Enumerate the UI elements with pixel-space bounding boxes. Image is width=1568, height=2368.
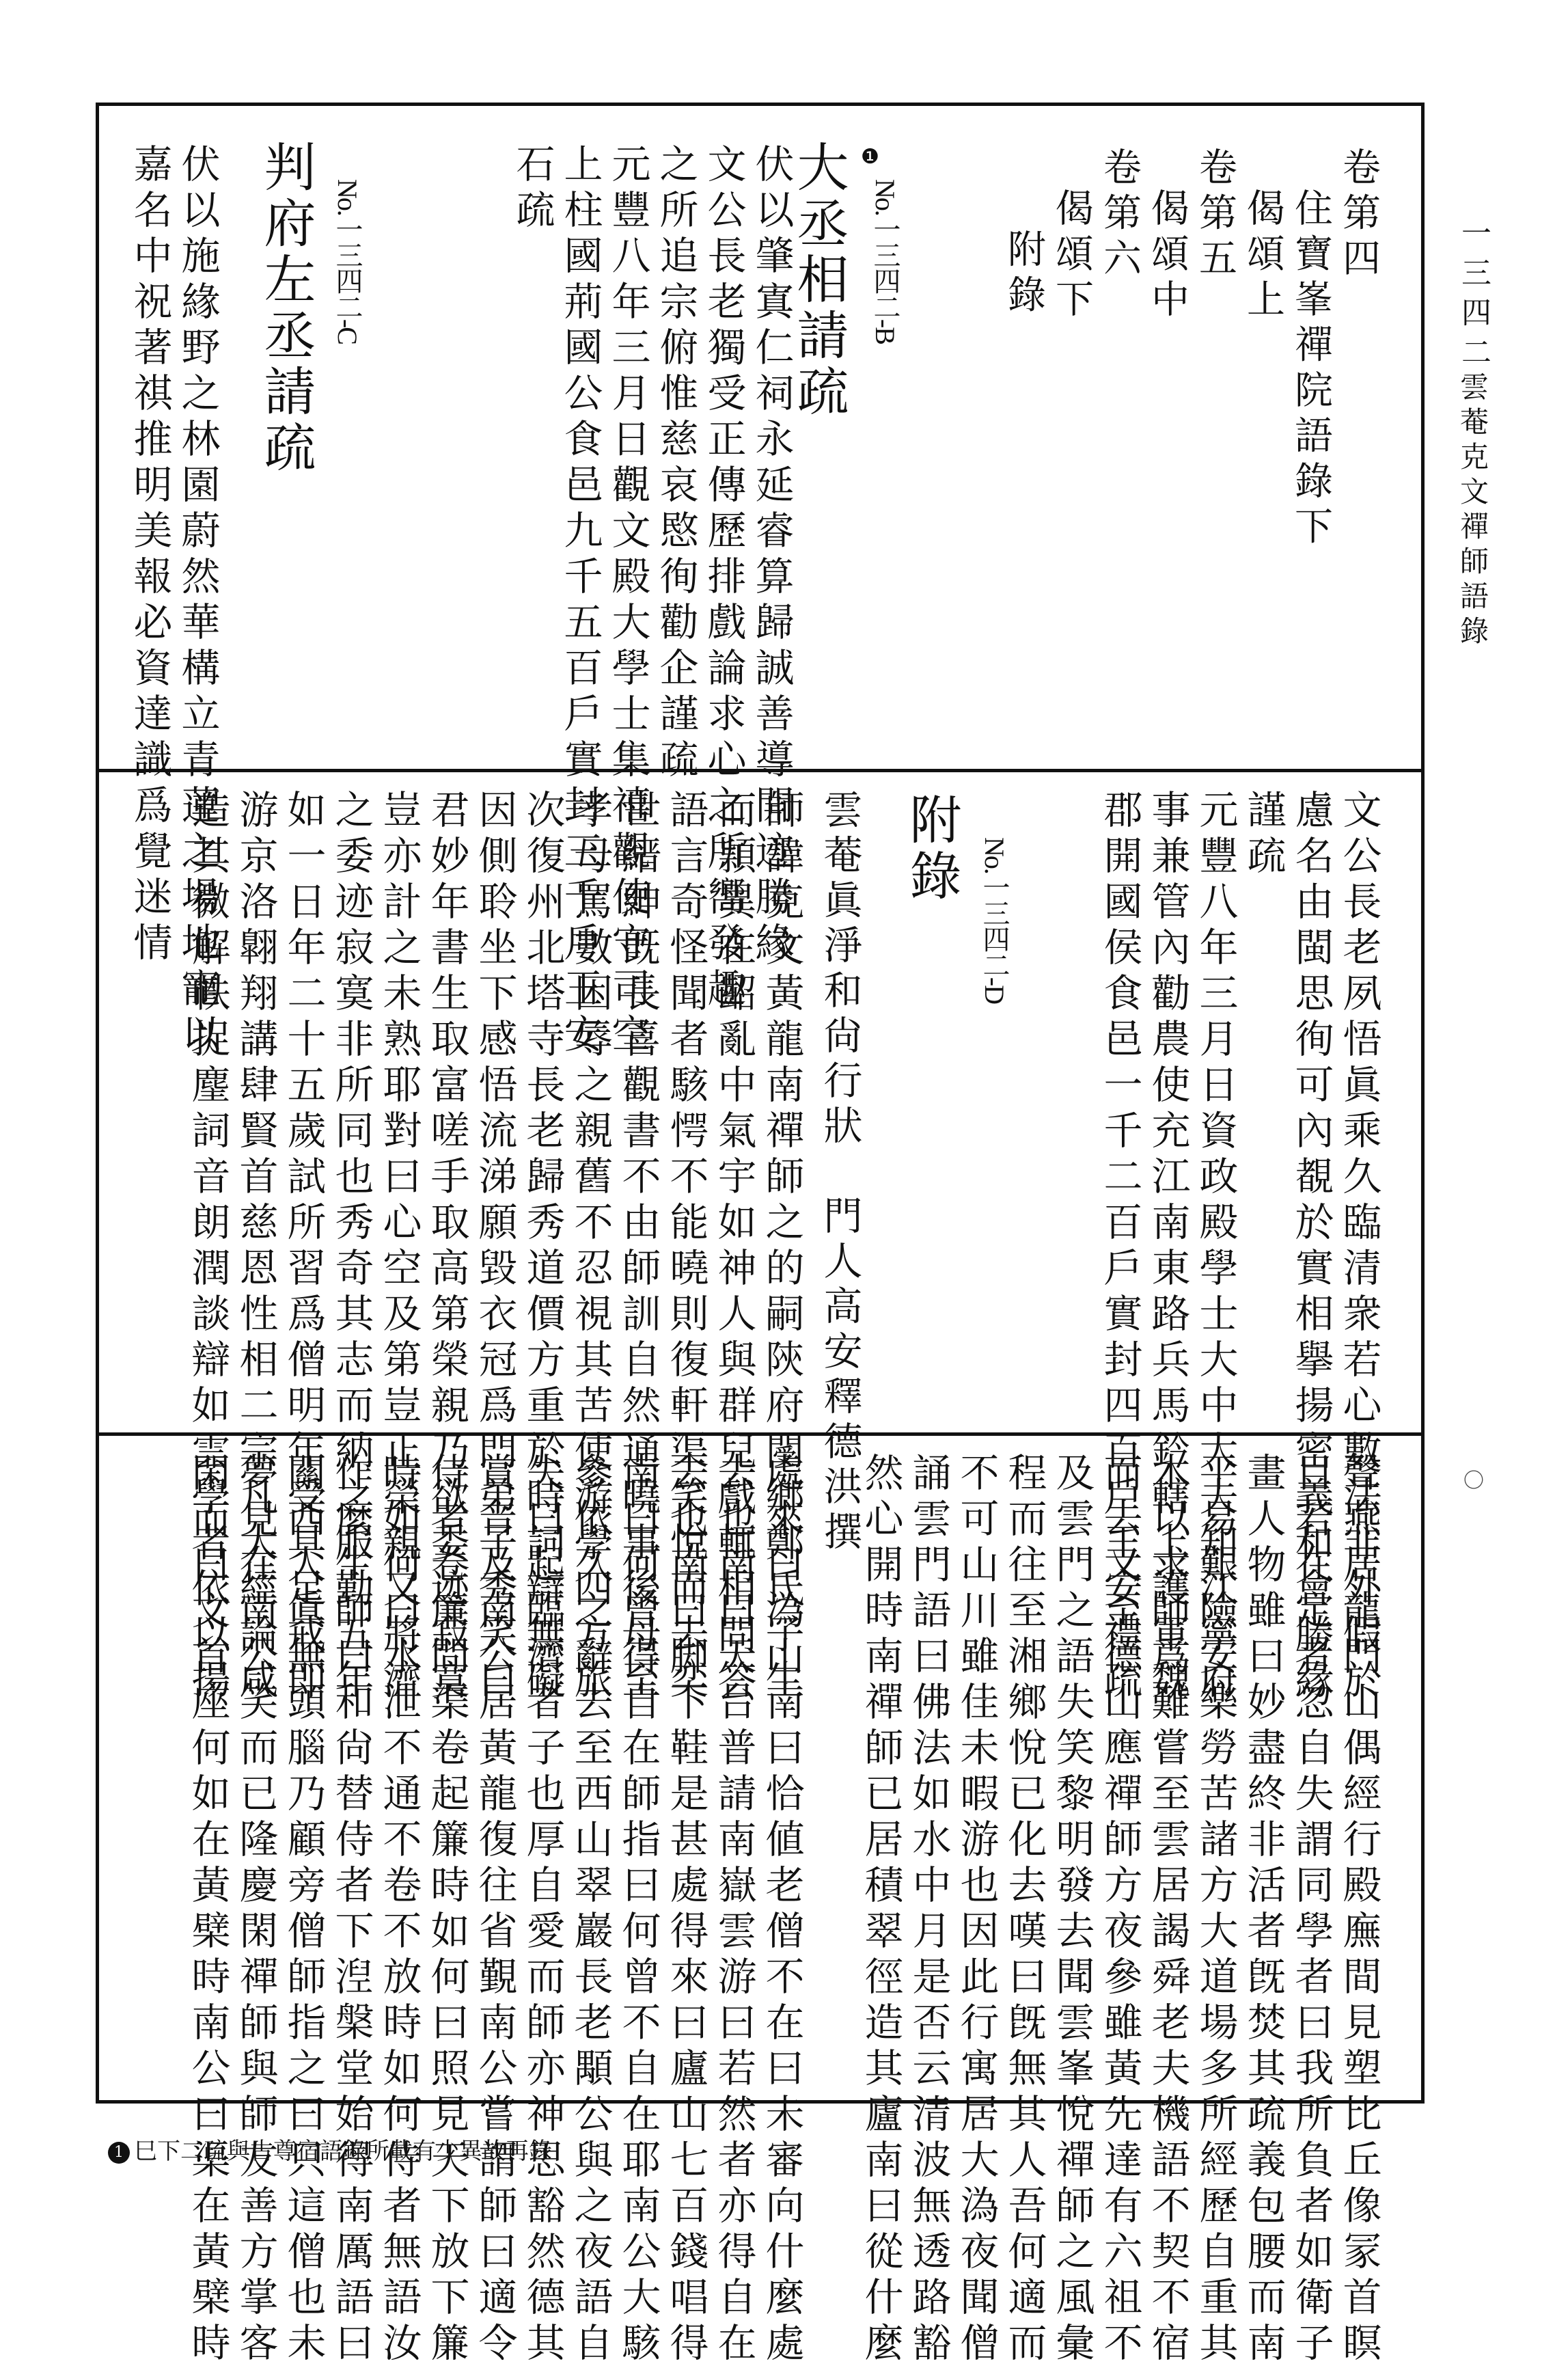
registration-number: No.一三四二-D	[979, 837, 1010, 1004]
text-line: 參依久之辭去至西山翠巖長老顒公與之夜語自	[568, 1452, 613, 2368]
text-line: 作麼生師曰和尙替侍者下湼槃堂始得南厲語曰	[329, 1452, 374, 2368]
text-line: 聲燕居龍門山偶經行殿廡間見塑比丘像冡首瞑	[1336, 1452, 1381, 2368]
text-line: 而去又至德山應禪師方夜參雖黃先達有六祖不	[1097, 1452, 1142, 2368]
text-line: 游京洛翺翔講肆賢首慈恩性相二宗凡大經論咸	[233, 789, 278, 1705]
text-line: 程而往至湘鄉悅已化去嘆曰旣無其人吾何適而	[1002, 1452, 1047, 2368]
text-line: 郡開國侯食邑一千二百戶實封四百戶王安禮疏	[1097, 789, 1142, 1705]
text-line: 元豐八年三月日資政殿學士大中大夫知江寧府	[1193, 789, 1238, 1705]
text-line: 如一日年二十五歲試所習爲僧明年受具足戒即	[281, 789, 326, 1705]
text-line: 時如何曰水泄不通不卷不放時如何侍者無語汝	[376, 1452, 422, 2368]
toc-item: 附錄	[1002, 229, 1046, 320]
text-line: 文公長老獨受正傳歷排戲論求心之所嚮發趣	[701, 144, 746, 1013]
registration-number: No.一三四二-B	[870, 179, 900, 344]
text-line: 伏以施緣野之林園蔚然華構立青蓮之場地寵以	[175, 144, 220, 1059]
text-line: 不可山川雖佳未暇游也因此行寓居大溈夜聞僧	[954, 1452, 999, 2368]
section-title: 判府左丞請疏	[256, 140, 316, 476]
text-line: 謹疏	[1241, 789, 1286, 881]
text-line: 而頴異在齠亂中氣宇如神人與群兒戲輒相問答	[711, 789, 756, 1705]
text-line: 世縉紳旣長喜觀書不由師訓自然通曉事後母至	[616, 789, 661, 1705]
text-line: 師諱克文黃龍南禪師之的嗣陝府閿鄉鄭氏子生	[759, 789, 804, 1705]
toc-item: 卷第六	[1097, 147, 1142, 284]
subtitle: 雲菴眞淨和尙行狀 門人高安釋德洪撰	[817, 789, 862, 1556]
text-line: 君妙年書生取富嗟手取高第榮親乃欲委迹寂寞	[424, 789, 469, 1705]
text-line: 文公長老夙悟眞乘久臨清衆若心數法非外假於	[1336, 789, 1381, 1705]
text-line: 因側聆坐下感悟流涕願毀衣冠爲門弟子秀笑曰	[472, 789, 517, 1705]
text-line: 木以求師爲難嘗至雲居謁舜老夫機語不契不宿	[1145, 1452, 1190, 2368]
text-line: 之所追宗俯惟慈哀愍徇勸企謹疏	[653, 144, 698, 785]
footnote	[108, 2132, 552, 2166]
page-number: 一三四二	[1456, 217, 1491, 376]
toc-item: 偈頌中	[1145, 188, 1189, 325]
text-line: 石疏	[510, 144, 555, 235]
side-mark: 〇	[1459, 1469, 1483, 1490]
text-line: 關西人眞無頭腦乃顧旁僧師指之曰只這僧也未	[281, 1452, 326, 2368]
text-line: 平易艱險安樂勞苦諸方大道場多所經歷自重其	[1193, 1452, 1238, 2368]
text-line: 目若在定者忽自失謂同學者曰我所負者如衛子	[1289, 1452, 1334, 2368]
text-line: 賞音及南公居黃龍復往省覲南公嘗謂師曰適令	[472, 1452, 517, 2368]
text-line: 語言奇怪聞者駭愕不能曉則復軒渠笑悅而去奕	[663, 789, 709, 1705]
text-line: 之委迹寂寞非所同也秀奇其志而納之服勤五年	[329, 789, 374, 1705]
book-title: 雲菴克文禪師語錄	[1456, 372, 1489, 651]
toc-item: 卷第四	[1336, 147, 1381, 284]
text-line: 誦雲門語曰佛法如水中月是否云清波無透路豁	[906, 1452, 951, 2368]
text-line: 次復州北塔寺長老歸秀道價方重於時詞辯無礙	[520, 789, 565, 1705]
text-line: 豈亦計之未熟耶對曰心空及第豈止榮親又將濟	[376, 789, 422, 1705]
toc-item: 偈頌下	[1049, 188, 1094, 325]
toc-item: 住寶峯禪院語錄下	[1289, 188, 1333, 552]
text-line: 及雲門之語失笑黎明發去聞雲峯悅禪師之風彙	[1049, 1452, 1095, 2368]
text-line: 處來曰溈山南曰恰値老僧不在曰未審向什麼處	[759, 1452, 804, 2368]
section-title: 附錄	[901, 793, 962, 905]
text-line: 造其微解帙捉麈詞音朗潤談辯如雲學者依以揚	[185, 789, 230, 1705]
text-line: 去也南曰天台普請南嶽雲游曰若然者亦得自在	[711, 1452, 756, 2368]
text-line: 侍者卷簾問渠卷起簾時如何曰照見天下放下簾	[424, 1452, 469, 2368]
text-line: 失曰起臨濟者子也厚自愛而師亦神思豁然德其	[520, 1452, 565, 2368]
text-line: 閑而曰文首座何如在黃檗時南公曰渠在黃檗時	[185, 1452, 230, 2368]
text-line: 伏以肇寘仁祠永延睿算歸誠善導開迹勝緣	[749, 144, 794, 968]
text-line: 畫人物雖曰妙盡終非活者旣焚其疏義包腰而南	[1241, 1452, 1286, 2368]
text-line: 然心開時南禪師已居積翠徑造其廬南曰從什麼	[858, 1452, 903, 2368]
text-line: 南曰何曾得自在師指曰何曾不自在耶南公大駭	[616, 1452, 661, 2368]
section-title: 大丞相請疏	[788, 140, 849, 420]
text-line: 元豐八年三月日觀文殿大學士集禧觀使守司空	[605, 144, 650, 1059]
text-line: 嘉名中祝著祺推明美報必資達識爲覺迷情	[127, 144, 172, 968]
text-line: 上柱國荊國公食邑九千五百戶實封三千戶王安	[558, 144, 603, 1059]
text-line: 去也南曰脚下鞋是甚處得來曰廬山七百錢唱得	[663, 1452, 709, 2368]
registration-number: No.一三四二-C	[332, 179, 363, 344]
text-line: 夢見在南公笑而已隆慶閑禪師與師友善方掌客	[233, 1452, 278, 2368]
footnote-text: 巳下二疏與古尊宿語錄所載有少異故再錄	[134, 2138, 552, 2165]
toc-item: 卷第五	[1193, 147, 1237, 284]
text-line: 事兼管內勸農使充江南東路兵馬鈐轄上護軍魏	[1145, 789, 1190, 1705]
text-line: 孝母罵數困辱之親舊不忍視其苦使游學四方旅	[568, 789, 613, 1705]
toc-item: 偈頌上	[1241, 188, 1285, 325]
footnote-marker: 1	[108, 2142, 130, 2164]
footnote-marker: ❶	[858, 145, 882, 169]
text-line: 慮名由閩思徇可內覩於實相擧揚密義和會勝緣	[1289, 789, 1334, 1705]
